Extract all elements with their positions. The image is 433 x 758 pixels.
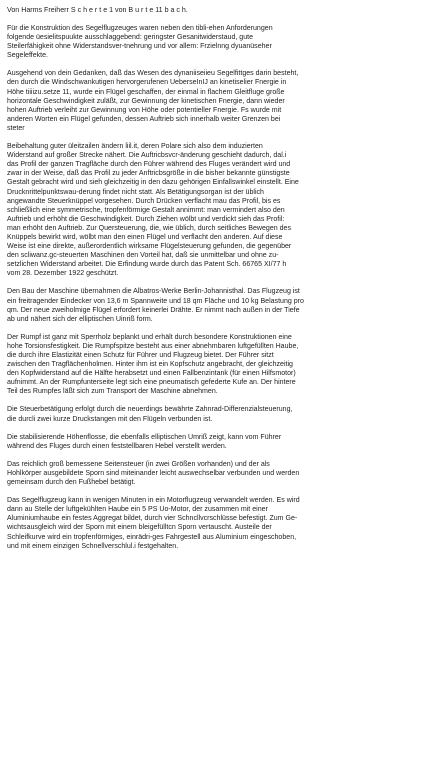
text-line: anderen Worten ein Flügel gefunden, dessen Auftrieb sich innerhalb weiter Grenzen bei bbox=[7, 115, 281, 123]
text-line: hohen Auftrieb verleiht zur Gewinnung von Höhe oder potentieller Fnergie. Fs wurde mit bbox=[7, 106, 282, 114]
text-line: Drucknrittelpunktswau-derung findet nicht statt. Als Betätigungsorgan ist der üblich bbox=[7, 188, 264, 196]
text-line: den scliwanz.gc-steuerten Maschinen den Vorteil hat, daß sie unmittelbar und ohne zu- bbox=[7, 252, 279, 260]
text-line: und mit einem einzigen Schnellverschlul.i festgehalten. bbox=[7, 542, 179, 550]
text-line: ab und nähert sich der elliptischen Uinriß form. bbox=[7, 315, 153, 323]
text-line: Höhe tiiiizu.setze 11, wurde ein Flügel geschaffen, der einmal in flachem Gleitfluge große bbox=[7, 88, 285, 96]
text-line: man erhöht den Auftrieb. Zur Quersteuerung, die, wie üblich, durch seitliches Bewegen des bbox=[7, 224, 291, 232]
text-line: Das reichlich groß bemessene Seitensteuer (in zwei Größen vorhanden) und der als bbox=[7, 460, 270, 468]
text-line: Den Bau der Maschine übernahmen die Albatros-Werke Berlin-Johannisthal. Das Flugzeug ist bbox=[7, 288, 300, 296]
paragraph bbox=[7, 142, 426, 278]
article-body bbox=[7, 24, 426, 551]
text-line: Gestalt gebracht wird und sieh gleichzeitig in den dazu gehörigen Einfallswinkel einstellt. Eine bbox=[7, 179, 299, 187]
paragraph bbox=[7, 287, 426, 323]
text-line: Weise ist eine direkte, außerordentlich wirksame Flügelsteuerung gefunden, die gegenüber bbox=[7, 243, 292, 251]
text-line: hohe Torsionsfestigkeit. Die Rumpfspitze besteht aus einer abnehmbaren luftgefüllten Haube, bbox=[7, 342, 299, 350]
text-line: steter bbox=[7, 124, 25, 132]
text-line: dann au Stelle der luftgekühlten Haube ein 5 PS Uo-Motor, der zusammen mit einer bbox=[7, 506, 268, 514]
text-line: Schleifkurve wird ein tropfenförmiges, einrädri-ges Fahrgestell aus Aluminium eingeschoben, bbox=[7, 533, 297, 541]
text-line: Hohlkörper ausgebildete Sporn sind miteinander leicht auswechselbar verbunden und werden bbox=[7, 469, 300, 477]
text-line: die durch ihre Elastizität einen Schutz für Führer und Flugzeug bietet. Der Führer sitzt bbox=[7, 352, 274, 359]
text-line: schließlich eine symmetrische, tropfenförmige Gestalt annimmt: man vermindert also den bbox=[7, 206, 285, 214]
text-line: ein freitragender Eindecker von 13,6 m Spannweite und 18 qm Fläche und 10 kg Belastung pro bbox=[7, 297, 304, 305]
text-line: Knüppels bewirkt wird, wölbt man den einen Flügel und verflacht den anderen. Auf diese bbox=[7, 233, 283, 241]
paragraph bbox=[7, 496, 426, 551]
text-line: zwar in der Weise, daß das Profil zu jeder Anftricbsgröße in die bisher bekannte günstigste bbox=[7, 170, 290, 178]
text-line: Teil des Rumpfes läßt sich zum Transport der Maschine abnehmen. bbox=[7, 388, 218, 396]
text-line: Widerstand auf großer Strecke nähert. Die Auftricbsvcr-änderung geschieht dadurch, dal.i bbox=[7, 152, 287, 160]
text-line: Ausgehend von dein Gedanken, daß das Wesen des dynaniiseiieu Segelfittges darin besteht, bbox=[7, 70, 299, 78]
paragraph bbox=[7, 460, 426, 487]
text-line: folgende üesielitspuukte ausschlaggebend: geringster Gesanitwiderstaud, gute bbox=[7, 34, 254, 42]
author-byline: Von Harms Freiherr S c h e r t e 1 von B u r t e 11 b a c h. bbox=[7, 6, 188, 14]
text-line: setzlichen Widerstand arbeitet. Die Erfindung wurde durch das Patent Sch. 66765 XI/77 h bbox=[7, 261, 287, 269]
text-line: die durcli zwei kurze Druckstangen mit den Flügeln verbunden ist. bbox=[7, 415, 213, 423]
text-line: gemeinsam durch den Fußhebel betätigt. bbox=[7, 479, 136, 487]
text-line: Aluminiumhaube ein festes Aggregat bildet, durch vier Schncllvcrschlüsse befestigt. Zum Ge- bbox=[7, 515, 298, 523]
text-line: Die Steuerbetätigung erfolgt durch die neuerdings bewährte Zahnrad-Differenzialsteuerung, bbox=[7, 406, 293, 414]
text-line: qm. Der neue zweiholmige Flügel erfordert keinerlei Drähte. Er nimmt nach außen in der Tiefe bbox=[7, 306, 300, 314]
paragraph bbox=[7, 433, 426, 451]
text-line: den Kopfwiderstand auf die Hälfte herabsetzt und einen Fallbenzintank (für einen Hilfsmotor) bbox=[7, 370, 296, 378]
paragraph bbox=[7, 24, 426, 60]
text-line: während des Fluges durch einen feststellbaren Hebel verstellt werden. bbox=[7, 442, 227, 450]
text-line: Segeleffekte. bbox=[7, 52, 49, 60]
paragraph bbox=[7, 405, 426, 423]
text-line: wichtsausgleich wird der Sporn mit einem bleigefülltcn Sporn vertauscht. Austeile der bbox=[7, 524, 272, 532]
text-line: Für die Konstruktion des Segelflugzeuges waren neben den tibli-ehen Anforderungen bbox=[7, 25, 273, 32]
text-line: Auftrieb und erhöht die Geschwindigkeit. Durch Ziehen wölbt und verdickt sieh das Profil: bbox=[7, 215, 285, 223]
text-line: horizontale Geschwindigkeit zuläßt, zur Gewinnung der kinetischen Fnergie, dann wieder bbox=[7, 97, 285, 105]
text-line: Die stabilisierende Höhenflosse, die ebenfalls elliptischen Umriß zeigt, kann vom Führer bbox=[7, 433, 282, 441]
text-line: den durch die Windschwankutigen hervorgerufenen UeberseInIJ an kinetiselier Fnergie in bbox=[7, 79, 287, 87]
text-line: angewandte Steuerknüppel vorgesehen. Durch Drücken verflacht mau das Profil, bis es bbox=[7, 197, 281, 205]
text-line: Beibehaltung guter üleitzailen ändern liil.it, deren Polare sich also dem induzierten bbox=[7, 143, 263, 151]
text-line: zwischen den Tragflächenholmen. Hinter ihm ist ein Kopfschutz angebracht, der gleichzeitig bbox=[7, 361, 293, 369]
text-line: Steilerfähigkeit ohne Widerstandsver-tnehrung und vor allem: Frzielnng dyuanüseher bbox=[7, 43, 272, 51]
text-line: Der Rumpf ist ganz mit Sperrholz beplankt und erhält durch besondere Konstruktionen eine bbox=[7, 333, 292, 341]
paragraph bbox=[7, 69, 426, 133]
text-line: das Profil der ganzen Tragfläche durch den Führer während des Fluges verändert wird und bbox=[7, 161, 291, 169]
text-line: aufnimmt. An der Rumpfunterseite legt sich eine pneumatisch gefederte Kufe an. Der hintere bbox=[7, 379, 296, 387]
text-line: Das Segelflugzeug kann in wenigen Minuten in ein Motorflugzeug verwandelt werden. Es wird bbox=[7, 497, 300, 505]
paragraph bbox=[7, 333, 426, 397]
text-line: vom 28. Dezember 1922 geschützt. bbox=[7, 270, 119, 278]
